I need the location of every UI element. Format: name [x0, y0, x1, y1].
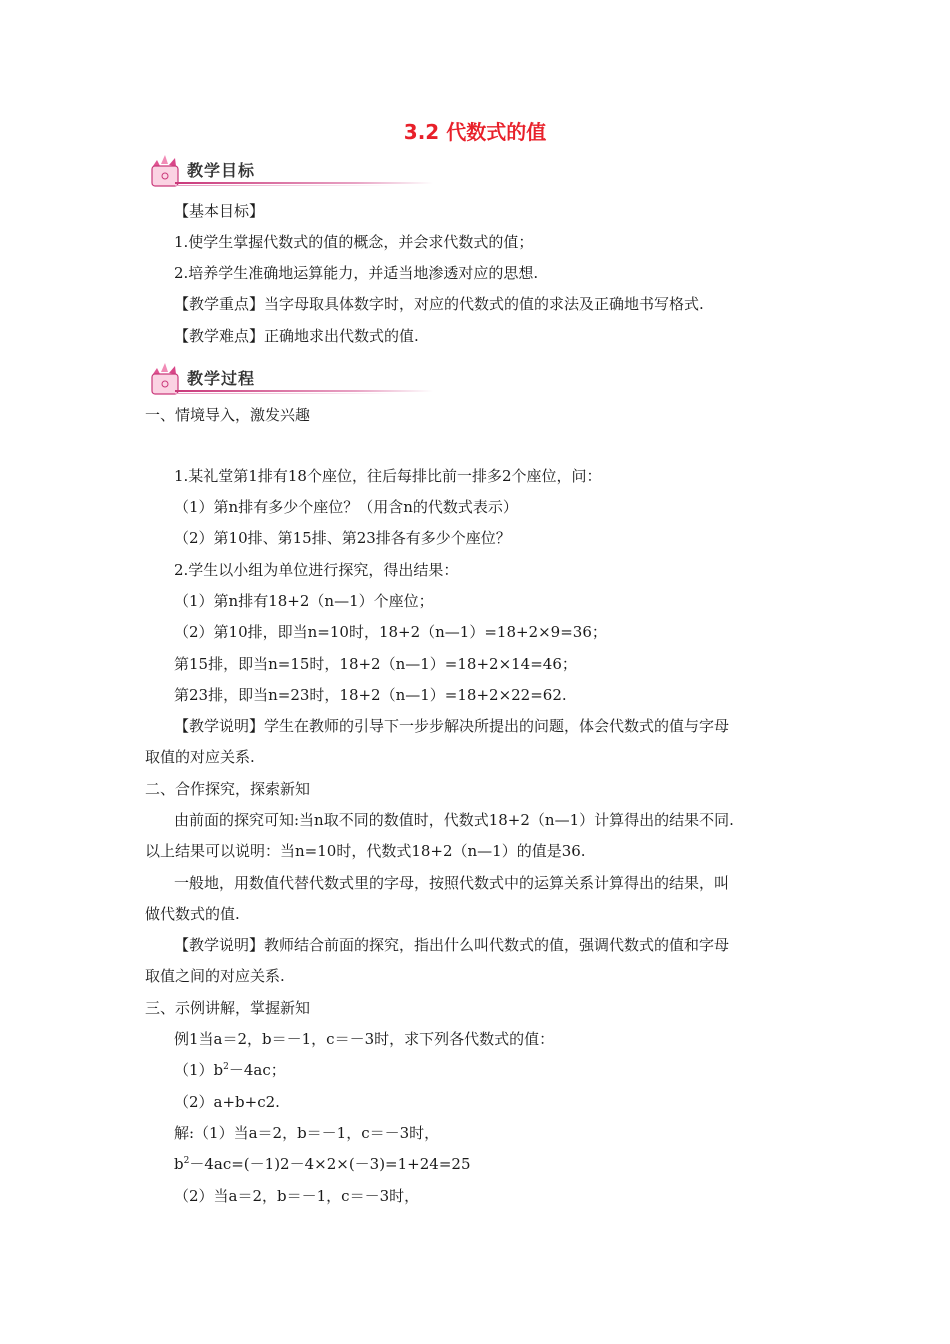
text-line: 第23排，即当n=23时，18+2（n—1）=18+2×22=62. [174, 686, 567, 704]
text-line: 【教学说明】学生在教师的引导下一步步解决所提出的问题，体会代数式的值与字母 [174, 717, 730, 735]
heading-underline-thin [175, 185, 395, 186]
page-title: 3.2 代数式的值 [403, 120, 547, 144]
formula-text: －4ac； [228, 1061, 286, 1079]
superscript: 2 [183, 1156, 190, 1166]
formula-text: b [174, 1155, 184, 1173]
heading-underline [175, 182, 433, 184]
text-line: 做代数式的值. [145, 905, 240, 923]
text-line: 2.学生以小组为单位进行探究，得出结果： [174, 561, 459, 579]
text-line: （1）第n排有多少个座位？（用含n的代数式表示） [174, 498, 518, 516]
text-line: （2）当a＝2，b＝－1，c＝－3时， [174, 1187, 420, 1205]
superscript: 2 [223, 1062, 229, 1072]
text-line: 【教学说明】教师结合前面的探究，指出什么叫代数式的值，强调代数式的值和字母 [174, 936, 730, 954]
text-line: 第15排，即当n=15时，18+2（n—1）=18+2×14=46； [174, 655, 577, 673]
text-line: 2.培养学生准确地运算能力，并适当地渗透对应的思想. [174, 264, 539, 282]
heading-underline [175, 390, 433, 392]
text-line: 解:（1）当a＝2，b＝－1，c＝－3时， [174, 1124, 440, 1142]
heading-underline-thin [175, 393, 395, 394]
section-title: 三、示例讲解，掌握新知 [145, 999, 311, 1017]
section-heading-label: 教学过程 [187, 369, 256, 388]
text-line: 1.某礼堂第1排有18个座位，往后每排比前一排多2个座位，问： [174, 467, 602, 485]
text-line: 【基本目标】 [174, 202, 265, 220]
text-line: 取值的对应关系. [145, 748, 255, 766]
text-line: （2）第10排、第15排、第23排各有多少个座位？ [174, 529, 511, 547]
formula-line [174, 1060, 286, 1083]
text-line: 一般地，用数值代替代数式里的字母，按照代数式中的运算关系计算得出的结果，叫 [174, 874, 730, 892]
pencil-cup-icon [145, 360, 185, 400]
section-heading-goals [145, 152, 290, 192]
text-line: 由前面的探究可知:当n取不同的数值时，代数式18+2（n—1）计算得出的结果不同. [174, 811, 734, 829]
section-heading-label: 教学目标 [187, 161, 256, 180]
text-line: 例1当a＝2，b＝－1，c＝－3时，求下列各代数式的值： [174, 1030, 555, 1048]
text-line: （1）第n排有18+2（n—1）个座位； [174, 592, 434, 610]
section-heading-process [145, 360, 290, 400]
text-line: 【教学重点】当字母取具体数字时，对应的代数式的值的求法及正确地书写格式. [174, 295, 704, 313]
formula-line [174, 1154, 470, 1177]
text-line: 【教学难点】正确地求出代数式的值. [174, 327, 419, 345]
text-line: 1.使学生掌握代数式的值的概念，并会求代数式的值； [174, 233, 534, 251]
text-line: 以上结果可以说明：当n=10时，代数式18+2（n—1）的值是36. [145, 842, 586, 860]
text-line: （2）第10排，即当n=10时，18+2（n—1）=18+2×9=36； [174, 623, 607, 641]
pencil-cup-icon [145, 152, 185, 192]
section-title: 二、合作探究，探索新知 [145, 780, 311, 798]
formula-text: （1）b [174, 1061, 224, 1079]
text-line: （2）a+b+c2. [174, 1093, 280, 1111]
text-line: 取值之间的对应关系. [145, 967, 285, 985]
formula-text: －4ac=(－1)2－4×2×(－3)=1+24=25 [189, 1155, 471, 1173]
section-title: 一、情境导入，激发兴趣 [145, 406, 311, 424]
